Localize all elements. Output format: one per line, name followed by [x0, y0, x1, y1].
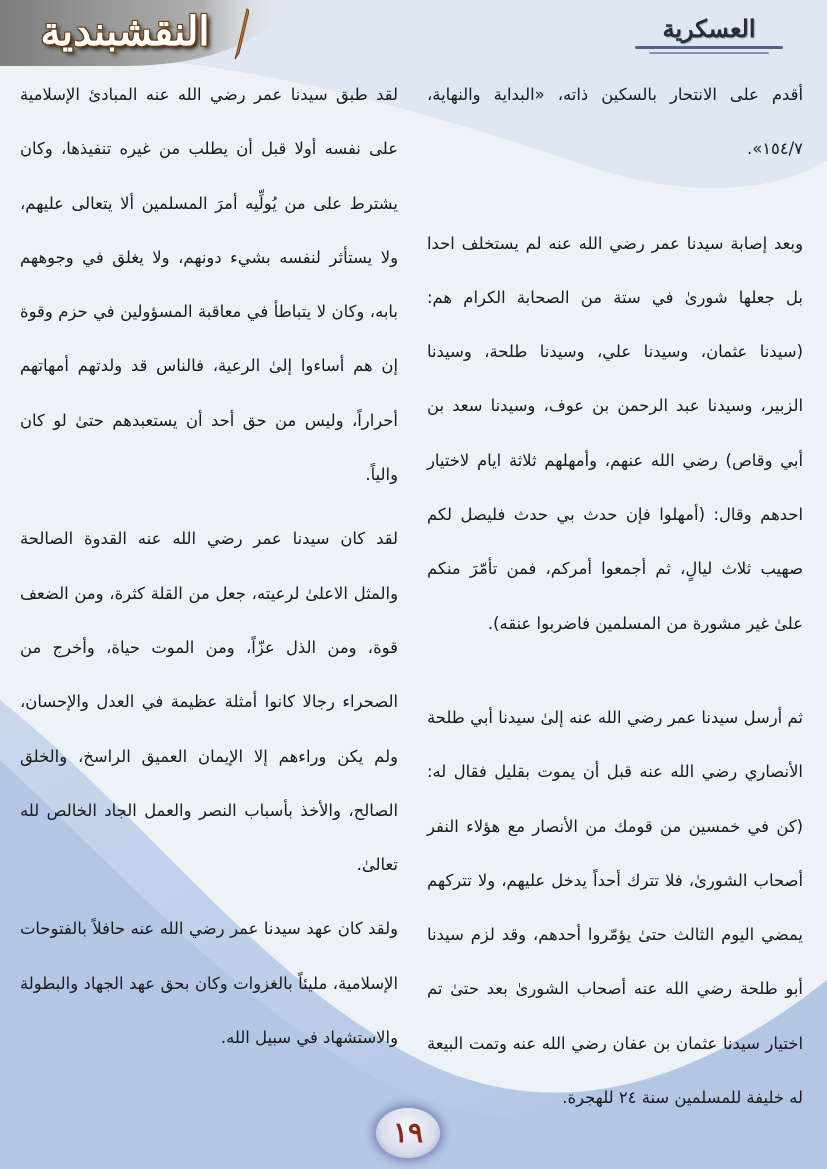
magazine-logo: النقشبندية: [40, 8, 210, 55]
section-header: [629, 14, 789, 60]
title-underline: [635, 46, 783, 49]
paragraph: لقد كان سيدنا عمر رضي الله عنه القدوة الصالحة والمثل الاعلىٰ لرعيته، جعل من القلة كثرة، ومن الضعف قوة، ومن الذل عزّاً، ومن الموت حياة، وأخرج من الصحراء رجالا كانوا أمثلة عظيمة في العدل والإحسان، ولم يكن وراءهم إلا الإيمان العميق الراسخ، والخلق الصالح، والأخذ بأسباب النصر والعمل الجاد الخالص لله تعالىٰ.: [20, 529, 398, 875]
paragraph: وبعد إصابة سيدنا عمر رضي الله عنه لم يستخلف احدا بل جعلها شورىٰ في ستة من الصحابة الكرام هم: (سيدنا عثمان، وسيدنا علي، وسيدنا طلحة، وسيدنا الزبير، وسيدنا عبد الرحمن بن عوف، وسيدنا سعد بن أبي وقاص) رضي الله عنهم، وأمهلهم ثلاثة ايام لاختيار احدهم وقال: (أمهلوا فإن حدث بي حدث فليصل لكم صهيب ثلاث ليالٍ، ثم أجمعوا أمركم، فمن تأمّرَ منكم علىٰ غير مشورة من المسلمين فاضربوا عنقه).: [427, 233, 803, 633]
section-title: العسكرية: [662, 14, 756, 43]
paragraph: ثم أرسل سيدنا عمر رضي الله عنه إلىٰ سيدنا أبي طلحة الأنصاري رضي الله عنه قبل أن يموت بقليل فقال له: (كن في خمسين من قومك من الأنصار مع هؤلاء النفر أصحاب الشورىٰ، فلا تترك أحداً يدخل عليهم، ولا تتركهم يمضي اليوم الثالث حتىٰ يؤمّروا أحدهم، وقد لزم سيدنا أبو طلحة رضي الله عنه أصحاب الشورىٰ بعد حتىٰ تم اختيار سيدنا عثمان بن عفان رضي الله عنه وتمت البيعة له خليفة للمسلمين سنة ٢٤ للهجرة.: [427, 707, 803, 1108]
title-underline-secondary: [649, 52, 769, 54]
paragraph: أقدم على الانتحار بالسكين ذاته، «البداية والنهاية، ١٥٤/٧».: [427, 85, 803, 159]
page-number: ١٩: [376, 1108, 440, 1158]
paragraph: لقد طبق سيدنا عمر رضي الله عنه المبادئ الإسلامية على نفسه أولا قبل أن يطلب من غيره تنفيذها، وكان يشترط على من يُولِّيه أمرَ المسلمين ألا يتعالى عليهم، ولا يستأثر لنفسه بشيء دونهم، ولا يغلق في وجوههم بابه، وكان لا يتباطأ في معاقبة المسؤولين في حزم وقوة إن هم أساءوا إلىٰ الرعية، فالناس قد ولدتهم أمهاتهم أحراراً، وليس من حق أحد أن يستعبدهم حتىٰ لو كان والياً.: [20, 85, 398, 485]
paragraph: ولقد كان عهد سيدنا عمر رضي الله عنه حافلاً بالفتوحات الإسلامية، مليئاً بالغزوات وكان بحق عهد الجهاد والبطولة والاستشهاد في سبيل الله.: [20, 919, 398, 1048]
right-text-column: [427, 68, 803, 1125]
pen-stroke-icon: [233, 8, 249, 60]
left-text-column: [20, 68, 398, 1065]
